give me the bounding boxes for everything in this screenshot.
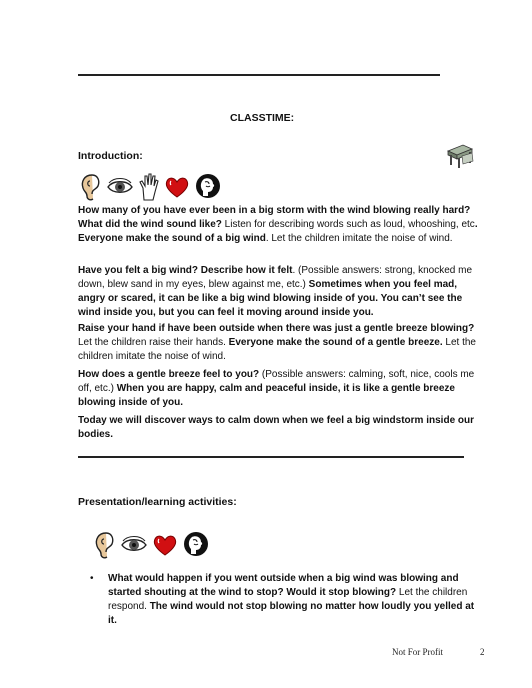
bold-text-run: How many of you have ever been in a big storm with the wind blowing really hard? What did the wind sound like? — [78, 205, 471, 230]
head-profile-icon — [182, 530, 210, 560]
bold-text-run: Raise your hand if have been outside when there was just a gentle breeze blowing? — [78, 323, 475, 334]
intro-paragraph-4 — [78, 368, 482, 410]
text-run: Let the children imitate the noise of wind. — [78, 337, 476, 362]
text-run: . Let the children imitate the noise of wind. — [265, 233, 453, 244]
activity-bullet-list — [90, 572, 482, 628]
bold-text-run: What would happen if you went outside when a big wind was blowing and started shouting at the wind to stop? Would it stop blowing? — [108, 573, 459, 598]
school-desk-icon — [445, 141, 475, 174]
bold-text-run: Have you felt a big wind? Describe how it felt — [78, 265, 293, 276]
introduction-icons — [78, 172, 222, 202]
page-number: 2 — [480, 647, 485, 657]
footer-label: Not For Profit — [392, 647, 444, 657]
page-title: CLASSTIME: — [230, 112, 295, 124]
bold-text-run: When you are happy, calm and peaceful inside, it is like a gentle breeze blowing inside of you. — [78, 383, 455, 408]
hand-icon — [138, 172, 160, 202]
bold-text-run: Everyone make the sound of a gentle breeze. — [228, 337, 443, 348]
eye-icon — [106, 177, 134, 197]
bold-text-run: How does a gentle breeze feel to you? — [78, 369, 260, 380]
heart-icon — [164, 175, 190, 199]
bullet-dot: • — [90, 573, 94, 584]
text-run: Let the children raise their hands. — [78, 337, 229, 348]
bold-text-run: Sometimes when you feel mad, angry or scared, it can be like a big wind blowing inside of you. You can’t see the wind inside you, but you can feel it moving around inside you. — [78, 279, 463, 318]
bold-text-run: . Everyone make the sound of a big wind — [78, 219, 478, 244]
bullet-text — [108, 573, 474, 626]
bold-text-run: The wind would not stop blowing no matter how loudly you yelled at it. — [108, 601, 475, 626]
text-run: Let the children respond. — [108, 587, 468, 612]
bold-text-run: Today we will discover ways to calm down when we feel a big windstorm inside our bodies. — [78, 415, 475, 440]
intro-paragraph-5 — [78, 414, 482, 442]
ear-icon — [78, 172, 102, 202]
presentation-icons — [92, 530, 210, 560]
list-item — [90, 572, 482, 628]
intro-paragraph-3 — [78, 322, 482, 364]
introduction-heading: Introduction: — [78, 150, 143, 162]
head-profile-icon — [194, 172, 222, 202]
top-rule — [78, 74, 440, 76]
text-run: Listen for describing words such as loud, whooshing, etc — [221, 219, 475, 230]
text-run: . (Possible answers: strong, knocked me down, blew sand in my eyes, blew against me, etc.) — [78, 265, 473, 290]
section-divider-rule — [78, 456, 464, 458]
heart-icon — [152, 533, 178, 557]
ear-icon — [92, 530, 116, 560]
eye-icon — [120, 535, 148, 555]
text-run: (Possible answers: calming, soft, nice, cools me off, etc.) — [78, 369, 475, 394]
intro-paragraph-1 — [78, 204, 482, 246]
intro-paragraph-2 — [78, 264, 482, 320]
presentation-heading: Presentation/learning activities: — [78, 496, 237, 508]
